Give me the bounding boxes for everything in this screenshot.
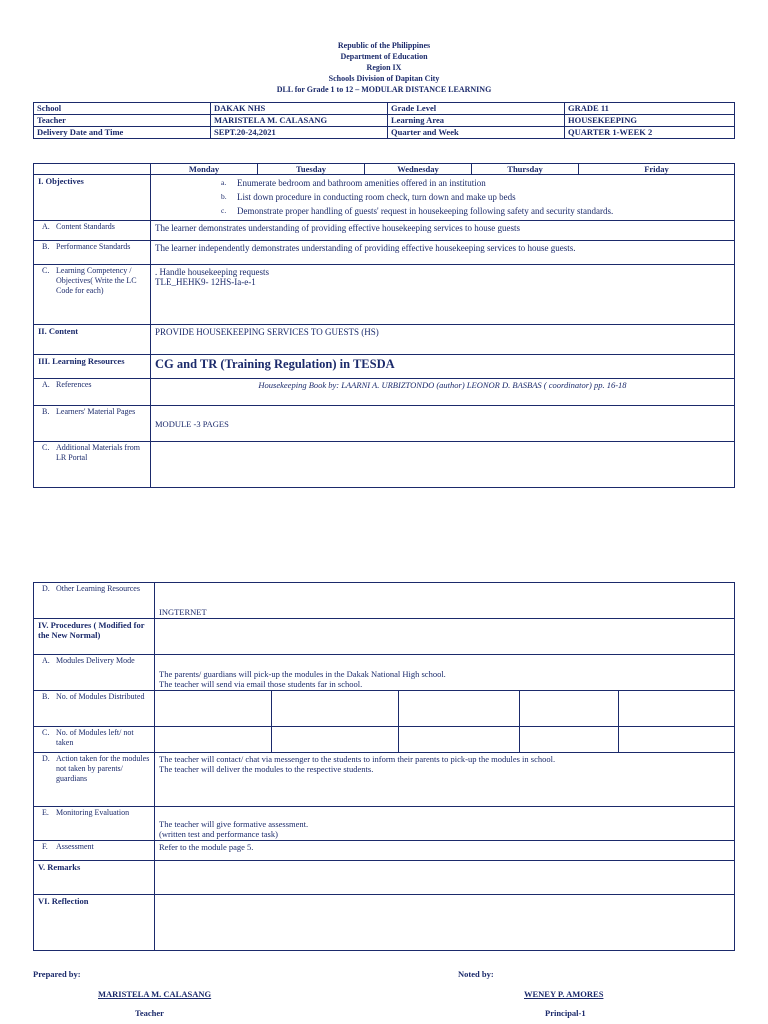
action-taken-label: D. Action taken for the modules not taken by parents/ guardians xyxy=(34,753,155,807)
performance-standards-value: The learner independently demonstrates understanding of providing effective housekeeping services to house guests. xyxy=(151,241,735,265)
day-thursday: Thursday xyxy=(472,164,579,175)
header-line-4: Schools Division of Dapitan City xyxy=(328,74,440,83)
noted-by-role: Principal-1 xyxy=(545,1008,586,1018)
header-line-3: Region IX xyxy=(366,63,402,72)
grade-label: Grade Level xyxy=(388,103,565,115)
date-value: SEPT.20-24,2021 xyxy=(211,127,388,139)
procedures-label: IV. Procedures ( Modified for the New Normal) xyxy=(34,619,155,655)
header-line-1: Republic of the Philippines xyxy=(337,41,431,50)
day-tuesday: Tuesday xyxy=(258,164,365,175)
document-header xyxy=(0,40,768,95)
other-resources-label: D. Other Learning Resources xyxy=(34,583,155,619)
date-label: Delivery Date and Time xyxy=(34,127,211,139)
teacher-value: MARISTELA M. CALASANG xyxy=(211,115,388,127)
noted-by-name: WENEY P. AMORES xyxy=(524,989,604,999)
teacher-label: Teacher xyxy=(34,115,211,127)
header-line-5: DLL for Grade 1 to 12 – MODULAR DISTANCE LEARNING xyxy=(276,85,492,94)
objective-item: c. Demonstrate proper handling of guests' request in housekeeping following safety and security standards. xyxy=(221,206,614,216)
competency-value: . Handle housekeeping requests TLE_HEHK9- 12HS-Ia-e-1 xyxy=(151,265,735,325)
learners-material-label: B. Learners' Material Pages xyxy=(34,406,151,442)
reflection-label: VI. Reflection xyxy=(34,895,155,951)
content-standards-label: A. Content Standards xyxy=(34,221,151,241)
content-value: PROVIDE HOUSEKEEPING SERVICES TO GUESTS (HS) xyxy=(151,325,735,355)
delivery-mode-value: The parents/ guardians will pick-up the modules in the Dakak National High school. The teacher will send via email those students far in school. xyxy=(155,655,735,691)
content-standards-value: The learner demonstrates understanding of providing effective housekeeping services to house guests xyxy=(151,221,735,241)
day-wednesday: Wednesday xyxy=(365,164,472,175)
learners-material-value: MODULE -3 PAGES xyxy=(151,406,735,442)
modules-not-taken-label: C. No. of Modules left/ not taken xyxy=(34,727,155,753)
content-label: II. Content xyxy=(34,325,151,355)
additional-materials-value xyxy=(151,442,735,488)
assessment-value: Refer to the module page 5. xyxy=(155,841,735,861)
area-value: HOUSEKEEPING xyxy=(565,115,735,127)
action-taken-value: The teacher will contact/ chat via messenger to the students to inform their parents to pick-up the modules in school. The teacher will deliver the modules to the respective students. xyxy=(155,753,735,807)
prepared-by-name: MARISTELA M. CALASANG xyxy=(98,989,212,999)
day-monday: Monday xyxy=(151,164,258,175)
day-friday: Friday xyxy=(579,164,735,175)
dll-table-page-1 xyxy=(33,163,735,488)
quarter-label: Quarter and Week xyxy=(388,127,565,139)
additional-materials-label: C. Additional Materials from LR Portal xyxy=(34,442,151,488)
school-label: School xyxy=(34,103,211,115)
dll-table-page-2 xyxy=(33,582,735,951)
header-line-2: Department of Education xyxy=(340,52,428,61)
references-value: Housekeeping Book by: LAARNI A. URBIZTONDO (author) LEONOR D. BASBAS ( coordinator) pp. 16-18 xyxy=(151,379,735,406)
school-value: DAKAK NHS xyxy=(211,103,388,115)
delivery-mode-label: A. Modules Delivery Mode xyxy=(34,655,155,691)
resources-value: CG and TR (Training Regulation) in TESDA xyxy=(151,355,735,379)
remarks-label: V. Remarks xyxy=(34,861,155,895)
grade-value: GRADE 11 xyxy=(565,103,735,115)
competency-label: C. Learning Competency / Objectives( Write the LC Code for each) xyxy=(34,265,151,325)
objectives-label: I. Objectives xyxy=(34,175,151,221)
resources-label: III. Learning Resources xyxy=(34,355,151,379)
performance-standards-label: B. Performance Standards xyxy=(34,241,151,265)
assessment-label: F. Assessment xyxy=(34,841,155,861)
objective-item: b. List down procedure in conducting room check, turn down and make up beds xyxy=(221,192,516,202)
quarter-value: QUARTER 1-WEEK 2 xyxy=(565,127,735,139)
objectives-list xyxy=(151,175,735,221)
objective-item: a. Enumerate bedroom and bathroom amenities offered in an institution xyxy=(221,178,486,188)
prepared-by-role: Teacher xyxy=(135,1008,164,1018)
modules-distributed-label: B. No. of Modules Distributed xyxy=(34,691,155,727)
monitoring-value: The teacher will give formative assessment. (written test and performance task) xyxy=(155,807,735,841)
other-resources-value: INGTERNET xyxy=(155,583,735,619)
noted-by-label: Noted by: xyxy=(458,969,494,979)
info-table xyxy=(33,102,735,139)
area-label: Learning Area xyxy=(388,115,565,127)
references-label: A. References xyxy=(34,379,151,406)
monitoring-label: E. Monitoring Evaluation xyxy=(34,807,155,841)
prepared-by-label: Prepared by: xyxy=(33,969,81,979)
